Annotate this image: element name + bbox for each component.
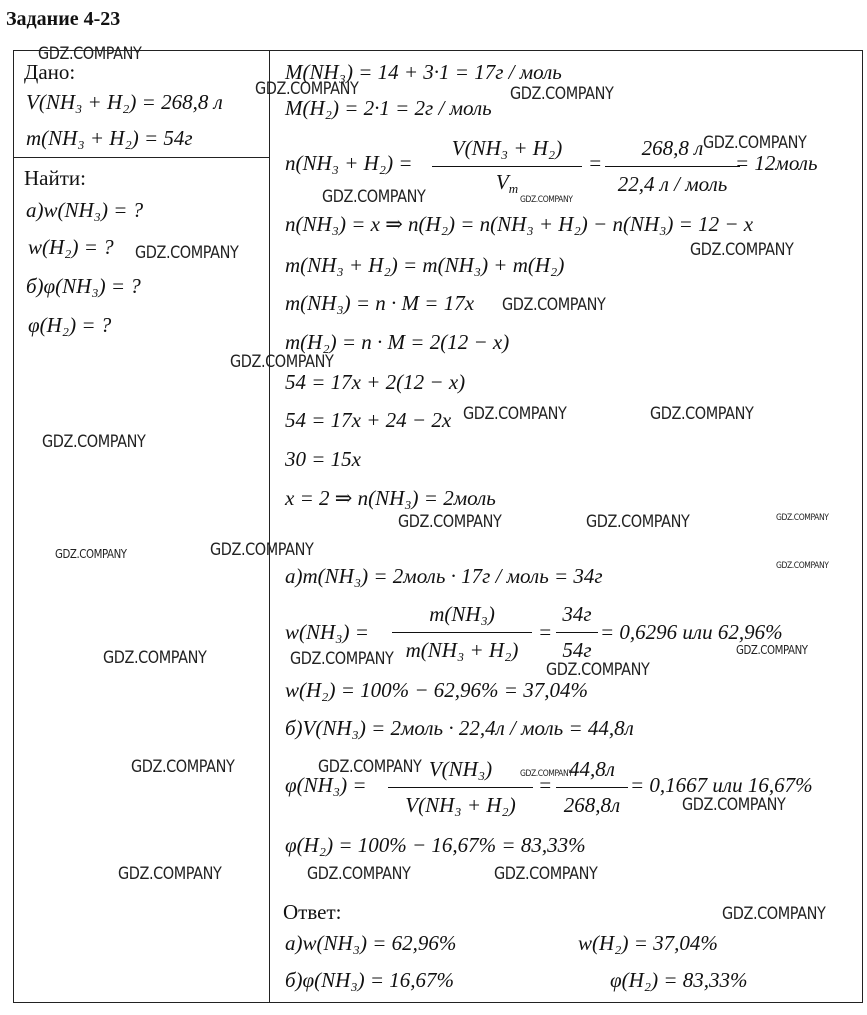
- amount-result: = 12моль: [735, 151, 818, 175]
- watermark: GDZ.COMPANY: [118, 864, 222, 884]
- molar-mass-h2: M(H₂) = 2·1 = 2г / моль: [285, 96, 492, 120]
- volfrac-frac2-num: 44,8л: [569, 757, 615, 781]
- fraction-bar: [388, 787, 533, 788]
- watermark: GDZ.COMPANY: [398, 512, 502, 532]
- volfrac-h2: φ(H₂) = 100% − 16,67% = 83,33%: [285, 833, 586, 857]
- page-title: Задание 4-23: [6, 8, 121, 30]
- watermark: GDZ.COMPANY: [650, 404, 754, 424]
- find-label: Найти:: [24, 166, 86, 190]
- watermark: GDZ.COMPANY: [318, 757, 422, 777]
- given-find-divider: [13, 157, 270, 158]
- watermark: GDZ.COMPANY: [307, 864, 411, 884]
- watermark: GDZ.COMPANY: [135, 243, 239, 263]
- watermark: GDZ.COMPANY: [322, 187, 426, 207]
- fraction-bar: [392, 632, 532, 633]
- massfrac-frac2-den: 54г: [562, 638, 592, 662]
- amount-nh3-h2: n(NH₃) = x ⇒ n(H₂) = n(NH₃ + H₂) − n(NH₃) = 12 − x: [285, 212, 754, 236]
- equals-sign: =: [538, 773, 553, 797]
- watermark: GDZ.COMPANY: [502, 295, 606, 315]
- find-w-h2: w(H₂) = ?: [28, 235, 114, 259]
- watermark: GDZ.COMPANY: [776, 561, 829, 571]
- watermark: GDZ.COMPANY: [520, 769, 573, 779]
- given-mass: m(NH₃ + H₂) = 54г: [26, 126, 193, 150]
- volume-nh3: б)V(NH₃) = 2моль · 22,4л / моль = 44,8л: [285, 716, 634, 740]
- volfrac-frac1-den: V(NH₃ + H₂): [405, 793, 516, 817]
- equals-sign: =: [588, 151, 603, 175]
- watermark: GDZ.COMPANY: [38, 44, 142, 64]
- volfrac-frac1-num: V(NH₃): [428, 757, 493, 781]
- mass-nh3: m(NH₃) = n · M = 17x: [285, 291, 475, 315]
- watermark: GDZ.COMPANY: [510, 84, 614, 104]
- watermark: GDZ.COMPANY: [255, 79, 359, 99]
- answer-label: Ответ:: [283, 900, 342, 924]
- column-divider: [269, 50, 270, 1003]
- watermark: GDZ.COMPANY: [103, 648, 207, 668]
- find-phi-nh3: б)φ(NH₃) = ?: [26, 274, 141, 298]
- amount-frac2-num: 268,8 л: [641, 136, 704, 160]
- mass-nh3-value: а)m(NH₃) = 2моль · 17г / моль = 34г: [285, 564, 603, 588]
- molar-mass-nh3: M(NH₃) = 14 + 3·1 = 17г / моль: [285, 60, 562, 84]
- massfrac-result: = 0,6296 или 62,96%: [600, 620, 783, 644]
- watermark: GDZ.COMPANY: [690, 240, 794, 260]
- equation-3: 30 = 15x: [285, 447, 361, 471]
- watermark: GDZ.COMPANY: [682, 795, 786, 815]
- amount-frac1-num: V(NH₃ + H₂): [451, 136, 563, 160]
- equals-sign: =: [538, 620, 553, 644]
- answer-w-nh3: а)w(NH₃) = 62,96%: [285, 931, 457, 955]
- equation-1: 54 = 17x + 2(12 − x): [285, 370, 466, 394]
- x-value: x = 2 ⇒ n(NH₃) = 2моль: [285, 486, 496, 510]
- answer-phi-h2: φ(H₂) = 83,33%: [610, 968, 748, 992]
- massfrac-frac1-den: m(NH₃ + H₂): [405, 638, 519, 662]
- watermark: GDZ.COMPANY: [230, 352, 334, 372]
- given-volume: V(NH₃ + H₂) = 268,8 л: [26, 90, 223, 114]
- volfrac-frac2-den: 268,8л: [563, 793, 621, 817]
- amount-lhs: n(NH₃ + H₂) =: [285, 151, 413, 175]
- watermark: GDZ.COMPANY: [722, 904, 826, 924]
- equation-2: 54 = 17x + 24 − 2x: [285, 408, 452, 432]
- answer-w-h2: w(H₂) = 37,04%: [578, 931, 718, 955]
- mass-h2: m(H₂) = n · M = 2(12 − x): [285, 330, 510, 354]
- given-label: Дано:: [24, 60, 76, 84]
- volfrac-result: = 0,1667 или 16,67%: [630, 773, 813, 797]
- watermark: GDZ.COMPANY: [736, 643, 808, 657]
- watermark: GDZ.COMPANY: [131, 757, 235, 777]
- fraction-bar: [556, 632, 598, 633]
- fraction-bar: [556, 787, 628, 788]
- massfrac-lhs: w(NH₃) =: [285, 620, 369, 644]
- massfrac-frac2-num: 34г: [562, 602, 592, 626]
- watermark: GDZ.COMPANY: [703, 133, 807, 153]
- amount-frac1-den: $V_m$: [495, 170, 519, 196]
- watermark: GDZ.COMPANY: [520, 195, 573, 205]
- fraction-bar: [605, 166, 740, 167]
- watermark: GDZ.COMPANY: [494, 864, 598, 884]
- watermark: GDZ.COMPANY: [546, 660, 650, 680]
- watermark: GDZ.COMPANY: [463, 404, 567, 424]
- answer-phi-nh3: б)φ(NH₃) = 16,67%: [285, 968, 455, 992]
- massfrac-frac1-num: m(NH₃): [429, 602, 495, 626]
- find-phi-h2: φ(H₂) = ?: [28, 313, 112, 337]
- watermark: GDZ.COMPANY: [42, 432, 146, 452]
- watermark: GDZ.COMPANY: [210, 540, 314, 560]
- amount-frac2-den: 22,4 л / моль: [617, 172, 728, 196]
- watermark: GDZ.COMPANY: [776, 513, 829, 523]
- watermark: GDZ.COMPANY: [586, 512, 690, 532]
- massfrac-h2: w(H₂) = 100% − 62,96% = 37,04%: [285, 678, 588, 702]
- find-w-nh3: а)w(NH₃) = ?: [26, 198, 144, 222]
- fraction-bar: [432, 166, 582, 167]
- watermark: GDZ.COMPANY: [290, 649, 394, 669]
- mass-sum: m(NH₃ + H₂) = m(NH₃) + m(H₂): [285, 253, 565, 277]
- watermark: GDZ.COMPANY: [55, 547, 127, 561]
- volfrac-lhs: φ(NH₃) =: [285, 773, 367, 797]
